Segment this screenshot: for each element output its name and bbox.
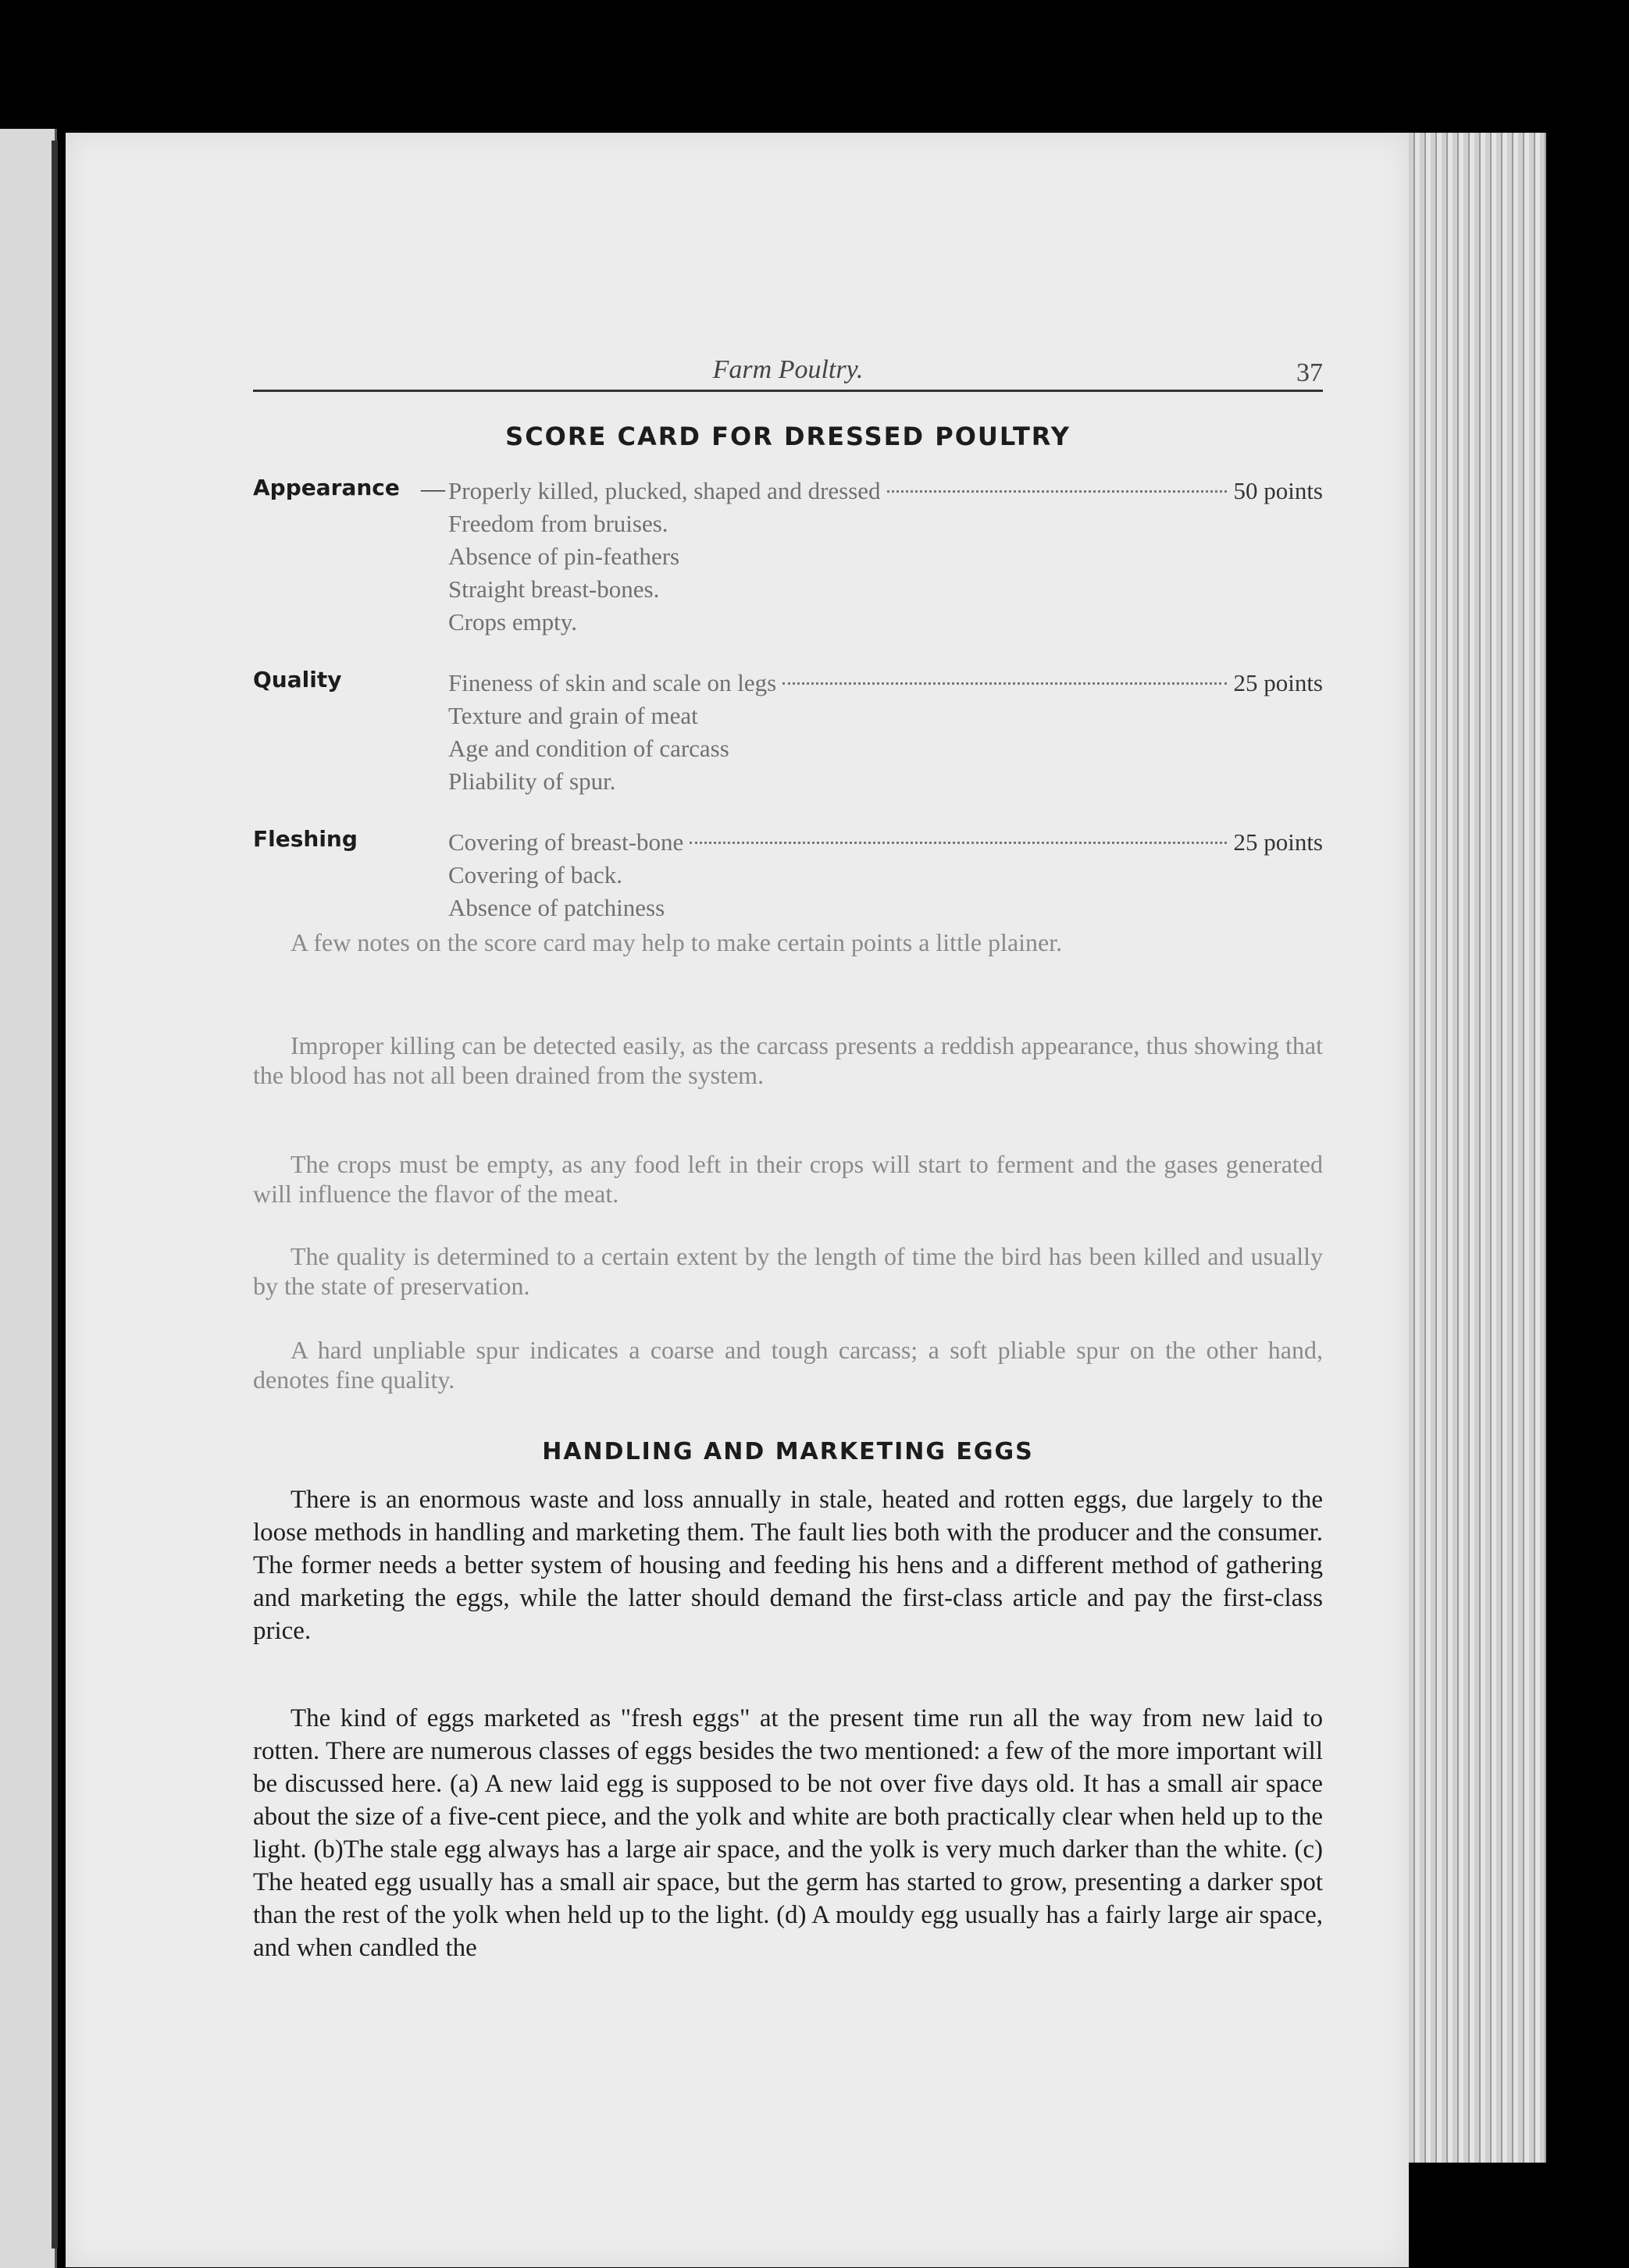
body-paragraph: There is an enormous waste and loss annually in stale, heated and rotten eggs, due largely to the loose methods in handling and marketing them. The fault lies both with the producer and the consumer. The former needs a better system of housing and feeding his hens and a different method of gathering and marketing the eggs, while the latter should demand the first-class article and pay the first-class price. xyxy=(253,1486,1323,1645)
criterion-line xyxy=(448,667,1323,700)
section-label: Fleshing xyxy=(253,826,358,852)
criteria-list xyxy=(448,667,1323,798)
criterion: Age and condition of carcass xyxy=(448,735,729,762)
criterion: Pliability of spur. xyxy=(448,767,616,795)
book-page xyxy=(66,133,1409,2267)
criteria-list xyxy=(448,826,1323,924)
note-paragraph: Improper killing can be detected easily, as the carcass presents a reddish appearance, thus showing that the blood has not all been drained from the system. xyxy=(253,1031,1323,1089)
section-label: Appearance xyxy=(253,475,400,500)
criterion: Freedom from bruises. xyxy=(448,510,668,537)
criteria-list xyxy=(448,475,1323,639)
running-title: Farm Poultry. xyxy=(712,355,864,384)
page-edges xyxy=(1398,133,1546,2163)
leader-dots xyxy=(782,682,1227,685)
note-paragraph: A few notes on the score card may help to make certain points a little plainer. xyxy=(291,928,1063,956)
points-value: 25 points xyxy=(1233,669,1323,696)
criterion: Straight breast-bones. xyxy=(448,575,660,603)
criterion: Properly killed, plucked, shaped and dressed xyxy=(448,477,881,504)
criterion: Covering of back. xyxy=(448,861,622,888)
section-label: Quality xyxy=(253,667,342,693)
criterion: Crops empty. xyxy=(448,608,578,636)
points-value: 50 points xyxy=(1233,477,1323,504)
leader-dots xyxy=(887,490,1228,493)
criterion: Fineness of skin and scale on legs xyxy=(448,669,777,696)
criterion: Texture and grain of meat xyxy=(448,702,698,729)
note-paragraph: The quality is determined to a certain extent by the length of time the bird has been killed and usually by the state of preservation. xyxy=(253,1242,1323,1300)
body-paragraph: The kind of eggs marketed as "fresh eggs" at the present time run all the way from new laid to rotten. There are numerous classes of eggs besides the two mentioned: a few of the more important will be discussed here. (a) A new laid egg is supposed to be not over five days old. It has a small air space about the size of a five-cent piece, and the yolk and white are both practically clear when held up to the light. (b)The stale egg always has a large air space, and the yolk is very much darker than the white. (c) The heated egg usually has a small air space, but the germ has started to grow, presenting a darker spot than the rest of the yolk when held up to the light. (d) A mouldy egg usually has a fairly large air space, and when candled the xyxy=(253,1704,1323,1962)
label-dash: — xyxy=(421,475,445,502)
leader-dots xyxy=(690,842,1227,844)
running-head xyxy=(253,355,1323,392)
facing-page-edge xyxy=(0,129,57,2268)
note-paragraph: A hard unpliable spur indicates a coarse and tough carcass; a soft pliable spur on the other hand, denotes fine quality. xyxy=(253,1336,1323,1394)
criterion-line xyxy=(448,475,1323,507)
criterion: Absence of patchiness xyxy=(448,894,665,921)
points-value: 25 points xyxy=(1233,828,1323,856)
criterion: Covering of breast-bone xyxy=(448,828,684,856)
eggs-section-title: HANDLING AND MARKETING EGGS xyxy=(542,1438,1034,1465)
criterion: Absence of pin-feathers xyxy=(448,543,680,570)
score-card-title: SCORE CARD FOR DRESSED POULTRY xyxy=(505,422,1071,451)
note-paragraph: The crops must be empty, as any food left in their crops will start to ferment and the gases generated will influence the flavor of the meat. xyxy=(253,1150,1323,1208)
book-spine xyxy=(52,141,58,2248)
page-number: 37 xyxy=(1296,358,1323,387)
criterion-line xyxy=(448,826,1323,859)
